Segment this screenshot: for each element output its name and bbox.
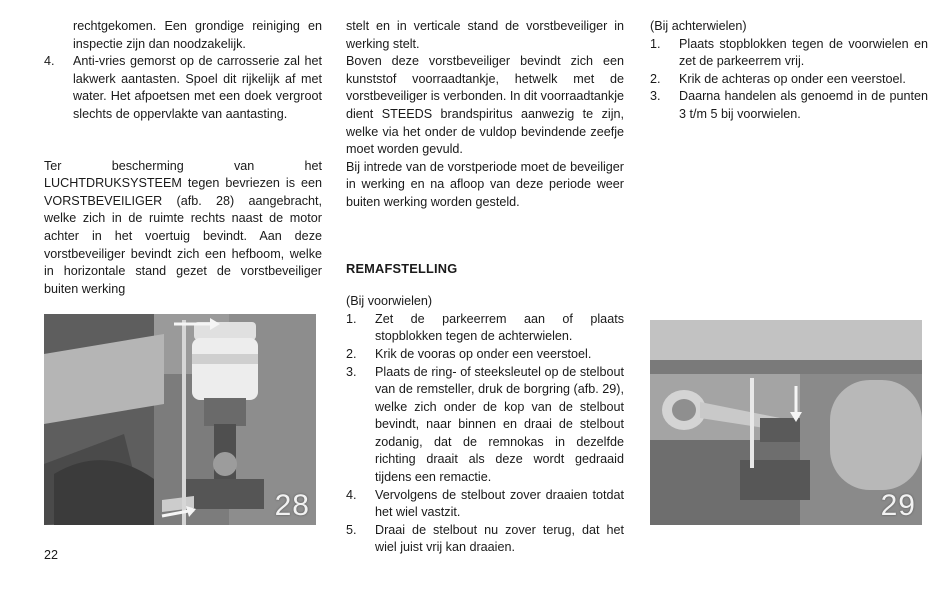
list-rear-wheels [650,36,928,124]
subheading-front-wheels: (Bij voorwielen) [346,294,433,309]
list-item [650,88,928,123]
column-right [650,18,928,124]
list-front-wheels [346,311,624,557]
list-item-text: Plaats stopblokken tegen de voorwielen en zet de parkeerrem vrij. [679,36,928,69]
paragraph-frost-period: Bij intrede van de vorstperiode moet de beveiliger in werking en na afloop van deze periode weer buiten werking worden gesteld. [346,159,624,209]
list-item [650,71,928,89]
list-item-number: 1. [650,36,661,51]
list-antifreeze [44,53,322,123]
list-item-text: Plaats de ring- of steeksleutel op de stelbout van de remsteller, druk de borgring (afb. 29), welke zich onder de kop van de stelbout bevindt, naar binnen en draai de stelbout zodanig, dat de remnokas in dezelfde richting draait als deze wordt gedraaid tijdens een remactie. [375,364,624,485]
list-item-text: Daarna handelen als genoemd in de punten 3 t/m 5 bij voorwielen. [679,89,928,121]
list-item-text: Vervolgens de stelbout zover draaien totdat het wiel vastzit. [375,487,624,520]
paragraph-frost-protector: Ter bescherming van het LUCHTDRUKSYSTEEM tegen bevriezen is een VORSTBEVEILIGER (afb. 28) aangebracht, welke zich in de ruimte rechts naast de motor achter in het voertuig bevindt. Aan deze vorstbeveiliger bevindt zich een hefboom, welke in horizontale stand gezet de vorstbeveiliger buiten werking [44,158,322,296]
figure-number: 29 [880,489,916,522]
subheading-rear-wheels: (Bij achterwielen) [650,19,747,33]
list-item-number: 1. [346,311,357,326]
list-item-number: 4. [346,487,357,502]
list-item [650,36,928,71]
list-item-number: 2. [650,71,661,86]
list-item-text: Draai de stelbout nu zover terug, dat het wiel juist vrij kan draaien. [375,522,624,555]
list-item [346,364,624,487]
section-heading: REMAFSTELLING [346,260,458,276]
list-item-text: Krik de vooras op onder een veerstoel. [375,346,592,361]
list-item-text: Anti-vries gemorst op de carrosserie zal het lakwerk aantasten. Spoel dit rijkelijk af met water. Het afpoetsen met een doek vergroot slechts de oppervlakte van aantasting. [73,54,322,121]
column-left [44,18,322,298]
list-item [44,53,322,123]
list-item [346,522,624,557]
list-item-number: 5. [346,522,357,537]
page-number: 22 [44,548,59,562]
list-item-text: Krik de achteras op onder een veerstoel. [679,71,906,86]
figure-number: 28 [274,489,310,522]
list-item-number: 4. [44,54,55,69]
list-item [346,311,624,346]
list-item [346,346,624,364]
list-item [346,487,624,522]
list-item-number: 3. [650,89,661,104]
figure-29-photo [650,320,922,525]
list-item-number: 3. [346,364,357,379]
figure-28-photo [44,314,316,525]
column-middle [346,18,624,557]
paragraph-tank: Boven deze vorstbeveiliger bevindt zich een kunststof voorraadtankje, hetwelk met de vorstbeveiliger is verbonden. In dit voorraadtankje dient STEEDS brandspiritus aanwezig te zijn, welke via het onder de vuldop bevindende zeefje moet worden gevuld. [346,54,624,157]
list-item-number: 2. [346,346,357,361]
text-continuation: rechtgekomen. Een grondige reiniging en inspectie zijn dan noodzakelijk. [73,19,322,51]
list-item-text: Zet de parkeerrem aan of plaats stopblokken tegen de achterwielen. [375,311,624,344]
paragraph-lever: stelt en in verticale stand de vorstbeveiliger in werking stelt. [346,19,624,51]
